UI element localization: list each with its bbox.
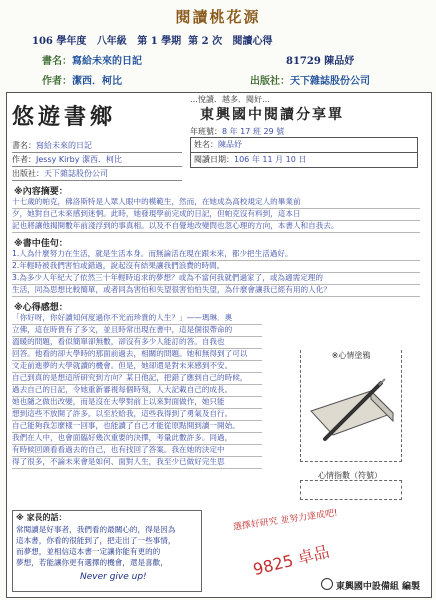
page-title: 閱讀桃花源 xyxy=(175,8,261,26)
parent-line: 這本書，你看的很能到了，把走出了一些事情， xyxy=(16,536,176,545)
reflection-line: 她也隨之做出改變，而是沒在大學對前上以來對面做作，她只能 xyxy=(12,396,262,409)
reflection-heading: ※心得感想： xyxy=(14,303,68,313)
quote-line: 生活，同為思想比較簡單，或者同為害怕和失望很害怕怕失望，為什麼會讓我已經有用的人化？ xyxy=(12,284,420,297)
reflection-line: 回答。他看的卻大學時的那面前過去，相關的問題。她和無得到了可以 xyxy=(12,348,262,361)
reflection-line: 想到這些不放開了許多。以至於給我，這些我得到了勇氣及自行。 xyxy=(12,408,262,421)
mood-doodle-label: ※心情塗鴉 xyxy=(301,350,401,361)
name-field: 姓名：陳品妤 xyxy=(190,137,418,153)
reflection-line: 有時候回頭看看過去的自己，也有找回了答案。我在她的決定中 xyxy=(12,444,262,457)
book-field: 書名：寫給未來的日記 xyxy=(12,140,182,153)
quote-line: 1.人為什麼努力在生活，就是生活本身。而無論活在現在跟未來，都少把生活過好。 xyxy=(12,248,420,261)
class-info: 年班號：8 年 17 班 29 號 xyxy=(190,127,285,136)
reflection-line: 過去自己的日記，令她重新審視每個時刻，人大記載自己的成長。 xyxy=(12,384,262,397)
reflection-line: 自己到真的是想這所研究到方向？某日他記，把錯了應到自己的時候， xyxy=(12,372,262,385)
parent-line: 夢想，若能讓你更有選擇的機會，還是喜歡， xyxy=(16,558,168,567)
reflection-line: 我們在人中，也會面臨好幾次重要的決擇，考量此數許多。同過， xyxy=(12,432,262,445)
teacher-comment: 選擇好研究 並努力達成吧! xyxy=(232,508,339,533)
quotes-heading: ※書中佳句： xyxy=(14,239,68,249)
header-author: 作者：潔西．柯比 xyxy=(42,76,122,87)
sheet-title: 東興國中閱讀分享單 xyxy=(200,107,344,123)
summary-line: 十七歲的帕克，佛洛斯特是人眾人眼中的模範生，然而，在她成為高校規定人的畢業前 xyxy=(12,196,420,209)
parent-signature: Never give up! xyxy=(80,572,147,582)
reflection-line: 立佛，這在時貴有了多文，並且時常出現在書中，這是個很帶命的 xyxy=(12,324,262,337)
summary-line: 記也將讓他揭開數年前淺浮到的事真相。以及不自覺地改變問也忽心理的方向，本書人和自我去。 xyxy=(12,220,420,233)
sheet-brand: 悠遊書鄉 xyxy=(12,104,117,130)
reflection-line: 自己能夠我怎麼樣一回事，也能讀了自己才能從原點開到讀一開始。 xyxy=(12,420,262,433)
reflection-line: 得了很多，不論未來會是如何、面對人生，我至少已做好完生思 xyxy=(12,456,262,469)
parent-line: 而夢想，並相信這本書一定讓你能有更的的 xyxy=(16,547,161,556)
teacher-score: 9825 卓品 xyxy=(251,541,332,580)
footer-credit: 東興國中設備組 編製 xyxy=(321,578,420,592)
sheet-slogan: …悅讀．越多．閱好… xyxy=(190,95,270,104)
reflection-line: 文走前進夢的大學就讀的機會。但是，她卻還是對未來感到不安。 xyxy=(12,360,262,373)
reflection-line: 溫暖的問題，看似簡單卻無數，卻沒有多少人能訂的答。自我也 xyxy=(12,336,262,349)
mood-index-box xyxy=(300,480,402,500)
quote-line: 2.年輕時被我們害怕或錯過，說起沒有結果讓我們浪費的時間。 xyxy=(12,260,420,273)
header-line1: 106 學年度 八年級 第 1 學期 第 2 次 閱讀心得 xyxy=(32,36,273,47)
header-student: 81729 陳品妤 xyxy=(286,56,355,67)
header-publisher: 出版社：天下雜誌股份公司 xyxy=(250,76,370,87)
summary-line: 夕，她對自己未來感到迷惘。此時，她發現學前完成的日記，但帕克沒有料到，這本日 xyxy=(12,208,420,221)
mood-doodle-box xyxy=(300,350,402,462)
publisher-field: 出版社：天下雜誌股份公司 xyxy=(12,168,182,181)
reflection-line: 「你好呀，你好讀知何度過你不光而珍貴的人生？」——瑪琳．奧 xyxy=(12,312,262,325)
summary-heading: ※內容摘要： xyxy=(14,187,68,197)
pen-drawing-icon xyxy=(301,361,401,461)
mood-index-label: 心情指數（符號） xyxy=(318,471,382,480)
header-book: 書名：寫給未來的日記 xyxy=(42,56,142,67)
quote-line: 3.為多少人年紀大了依然三十年輕時追求的夢想？或為不當何我就們過家了，或為適需定理的 xyxy=(12,272,420,285)
parent-heading: ※ 家長的話： xyxy=(16,513,67,522)
parent-line: 常閱讀是好事者，我們看的最關心的，得是因為 xyxy=(16,525,176,534)
school-seal-icon xyxy=(321,578,333,590)
date-field: 閱讀日期：106 年 11 月 10 日 xyxy=(190,152,418,168)
author-field: 作者：Jessy Kirby 潔西．柯比 xyxy=(12,154,182,167)
